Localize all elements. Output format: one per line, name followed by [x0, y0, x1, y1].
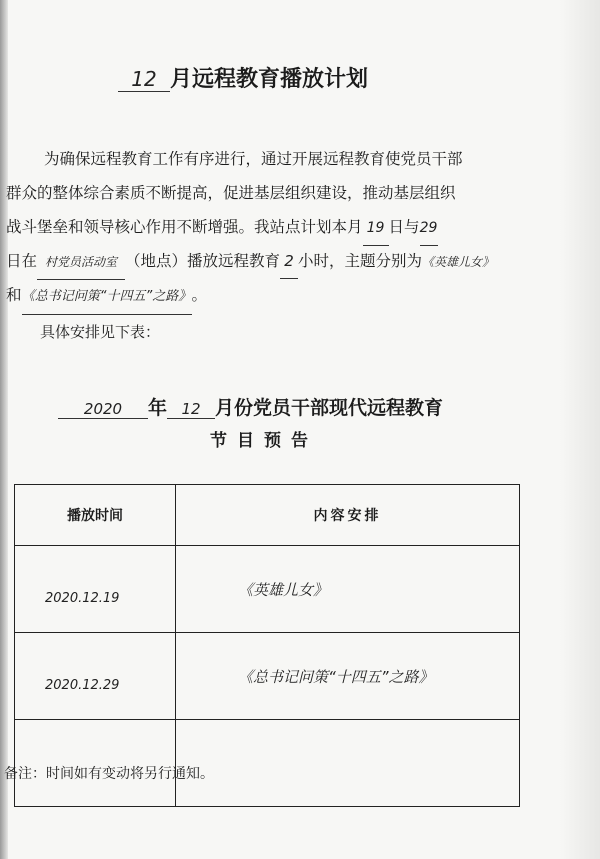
line5-prefix: 和 — [6, 286, 22, 304]
intro-paragraph — [6, 142, 566, 312]
arrangement-note: 具体安排见下表： — [40, 323, 161, 341]
place-handwritten: 村党员活动室 — [37, 245, 125, 280]
header-content: 内容安排 — [176, 485, 520, 546]
hours-suffix: 小时，主题分别为 — [298, 252, 423, 270]
page-shading — [560, 0, 600, 859]
line4-prefix: 日在 — [6, 252, 38, 270]
header-play-time: 播放时间 — [15, 485, 176, 546]
schedule-heading — [58, 393, 443, 420]
year-handwritten: 2020 — [58, 400, 148, 419]
place-note: （地点）播放远程教育 — [125, 252, 281, 270]
schedule-month-handwritten: 12 — [167, 400, 215, 419]
table-row — [15, 546, 520, 633]
document-title — [118, 62, 368, 93]
year-label: 年 — [148, 397, 168, 419]
table-row — [15, 633, 520, 720]
topic2-handwritten: 《总书记问策“十四五”之路》 — [22, 280, 192, 315]
intro-line-3: 战斗堡垒和领导核心作用不断增强。我站点计划本月 — [6, 218, 363, 236]
intro-line-2: 群众的整体综合素质不断提高，促进基层组织建设，推动基层组织 — [6, 184, 456, 202]
row-content: 《英雄儿女》 — [176, 546, 520, 633]
intro-line-1: 为确保远程教育工作有序进行，通过开展远程教育使党员干部 — [44, 150, 463, 168]
footer-note: 备注：时间如有变动将另行通知。 — [4, 766, 214, 782]
line5-suffix: 。 — [191, 286, 208, 304]
hours-handwritten: 2 — [280, 244, 298, 279]
page-edge-shadow — [0, 0, 8, 859]
day1-handwritten: 19 — [363, 211, 389, 246]
topic1-handwritten: 《英雄儿女》 — [422, 255, 495, 269]
row-date: 2020.12.29 — [15, 633, 176, 720]
title-text: 月远程教育播放计划 — [170, 67, 369, 92]
table-header-row — [15, 485, 520, 546]
schedule-table — [14, 484, 520, 807]
row-content — [176, 720, 520, 807]
day2-handwritten: 29 — [420, 211, 438, 246]
row-content: 《总书记问策“十四五”之路》 — [176, 633, 520, 720]
schedule-heading-text: 月份党员干部现代远程教育 — [215, 397, 444, 419]
schedule-subtitle: 节目预告 — [210, 431, 318, 451]
row-date: 2020.12.19 — [15, 546, 176, 633]
title-month-handwritten: 12 — [118, 67, 170, 92]
day-separator: 日与 — [388, 218, 420, 236]
